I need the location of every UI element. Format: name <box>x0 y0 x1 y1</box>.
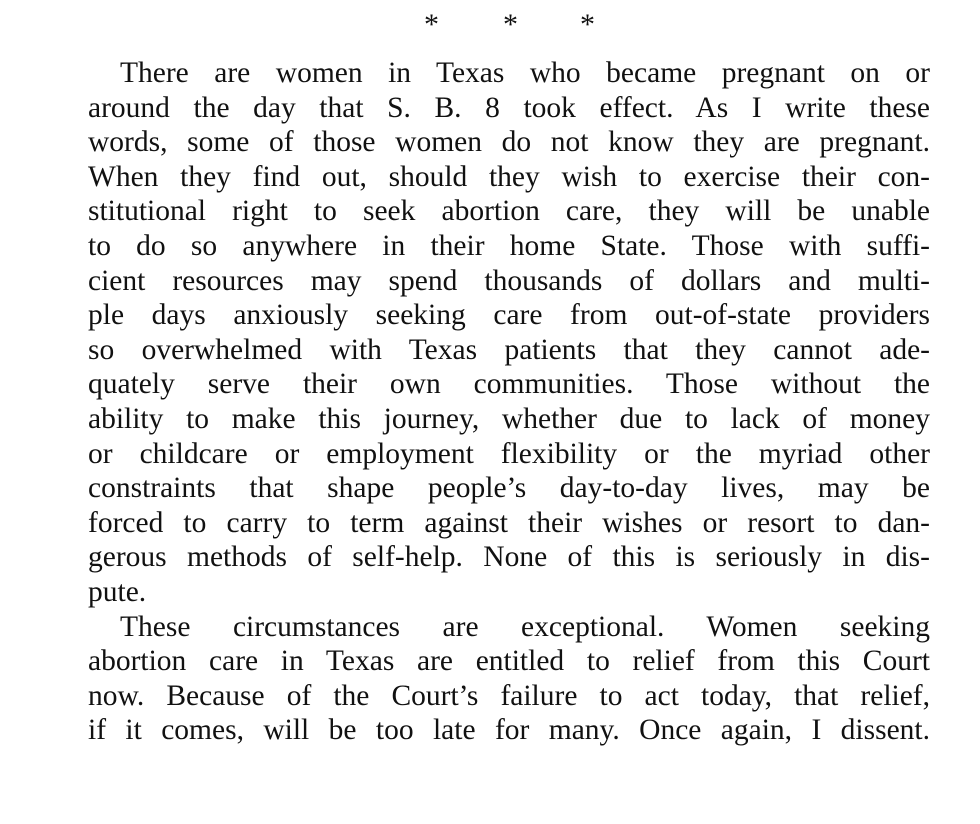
text-line: abortion care in Texas are entitled to relief from this Court <box>88 645 930 678</box>
text-line: When they find out, should they wish to exercise their con- <box>88 160 930 193</box>
text-line: if it comes, will be too late for many. Once again, I dissent. <box>88 714 930 747</box>
asterisk: * <box>503 8 518 41</box>
text-line: pute. <box>88 575 147 608</box>
text-line: stitutional right to seek abortion care, they will be unable <box>88 195 930 228</box>
section-separator <box>0 10 980 50</box>
text-line: There are women in Texas who became pregnant on or <box>120 57 930 89</box>
paragraph-1 <box>88 56 930 610</box>
text-line: These circumstances are exceptional. Women seeking <box>120 610 930 643</box>
text-line: constraints that shape people’s day-to-day lives, may be <box>88 472 930 505</box>
asterisk: * <box>580 8 595 41</box>
asterisk: * <box>424 8 439 41</box>
text-line: forced to carry to term against their wishes or resort to dan- <box>88 506 930 539</box>
text-line: cient resources may spend thousands of dollars and multi- <box>88 264 930 297</box>
text-line: so overwhelmed with Texas patients that they cannot ade- <box>88 333 930 366</box>
text-line: now. Because of the Court’s failure to act today, that relief, <box>88 679 930 712</box>
paragraph-2 <box>88 610 930 748</box>
text-line: ability to make this journey, whether due to lack of money <box>88 402 930 435</box>
text-line: ple days anxiously seeking care from out-of-state providers <box>88 299 930 332</box>
text-line: quately serve their own communities. Those without the <box>88 368 930 401</box>
text-line: to do so anywhere in their home State. Those with suffi- <box>88 229 930 262</box>
text-line: words, some of those women do not know they are pregnant. <box>88 126 930 159</box>
body-text <box>88 56 930 748</box>
text-line: gerous methods of self-help. None of this is seriously in dis- <box>88 541 930 574</box>
text-line: around the day that S. B. 8 took effect. As I write these <box>88 91 930 124</box>
text-line: or childcare or employment flexibility or the myriad other <box>88 437 930 470</box>
